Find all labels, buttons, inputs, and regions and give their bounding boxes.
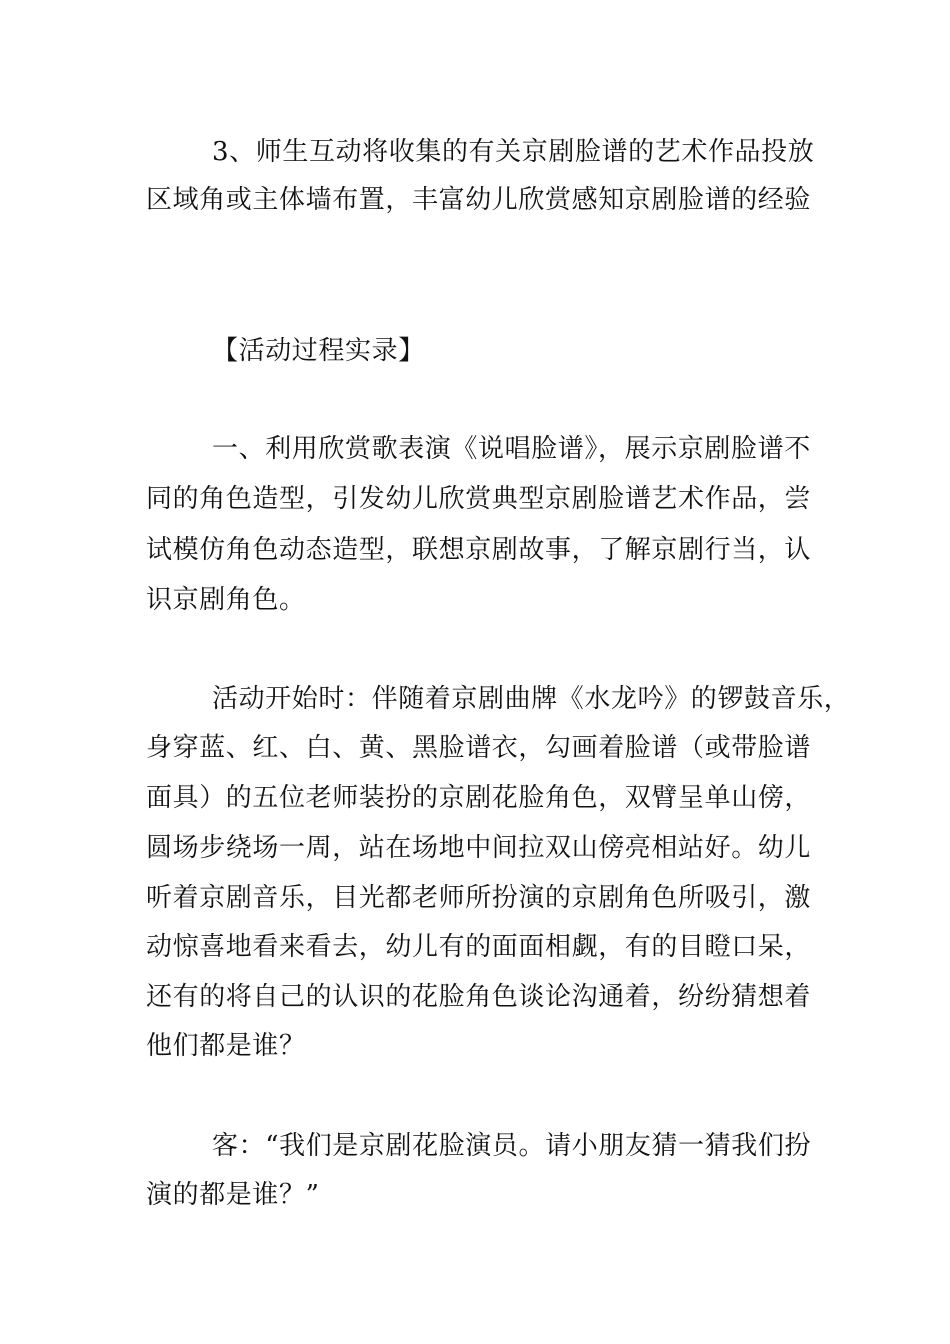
paragraph-one-line-1: 一、利用欣赏歌表演《说唱脸谱》，展示京剧脸谱不	[212, 434, 811, 464]
paragraph-activity-line-3: 面具）的五位老师装扮的京剧花脸角色，双臂呈单山傍，	[146, 783, 812, 813]
paragraph-activity-line-5: 听着京剧音乐，目光都老师所扮演的京剧角色所吸引，激	[146, 883, 812, 913]
paragraph-one-line-3: 试模仿角色动态造型，联想京剧故事，了解京剧行当，认	[146, 535, 812, 565]
paragraph-activity-line-8: 他们都是谁？	[146, 1031, 306, 1061]
section-heading: 【活动过程实录】	[212, 336, 425, 366]
paragraph-3-line-1: 3、师生互动将收集的有关京剧脸谱的艺术作品投放	[212, 137, 815, 167]
paragraph-one-line-2: 同的角色造型，引发幼儿欣赏典型京剧脸谱艺术作品，尝	[146, 484, 812, 514]
paragraph-dialogue-line-2: 演的都是谁？”	[146, 1180, 320, 1210]
paragraph-dialogue-line-1: 客：“我们是京剧花脸演员。请小朋友猜一猜我们扮	[212, 1131, 812, 1161]
paragraph-activity-line-7: 还有的将自己的认识的花脸角色谈论沟通着，纷纷猜想着	[146, 982, 812, 1012]
paragraph-activity-line-2: 身穿蓝、红、白、黄、黑脸谱衣，勾画着脸谱（或带脸谱	[146, 733, 812, 763]
paragraph-one-line-4: 识京剧角色。	[146, 585, 306, 615]
paragraph-3-line-2: 区域角或主体墙布置，丰富幼儿欣赏感知京剧脸谱的经验	[146, 185, 812, 215]
paragraph-activity-line-6: 动惊喜地看来看去，幼儿有的面面相觑，有的目瞪口呆，	[146, 932, 812, 962]
paragraph-activity-line-4: 圆场步绕场一周，站在场地中间拉双山傍亮相站好。幼儿	[146, 833, 812, 863]
paragraph-activity-line-1: 活动开始时：伴随着京剧曲牌《水龙吟》的锣鼓音乐，	[212, 684, 851, 714]
